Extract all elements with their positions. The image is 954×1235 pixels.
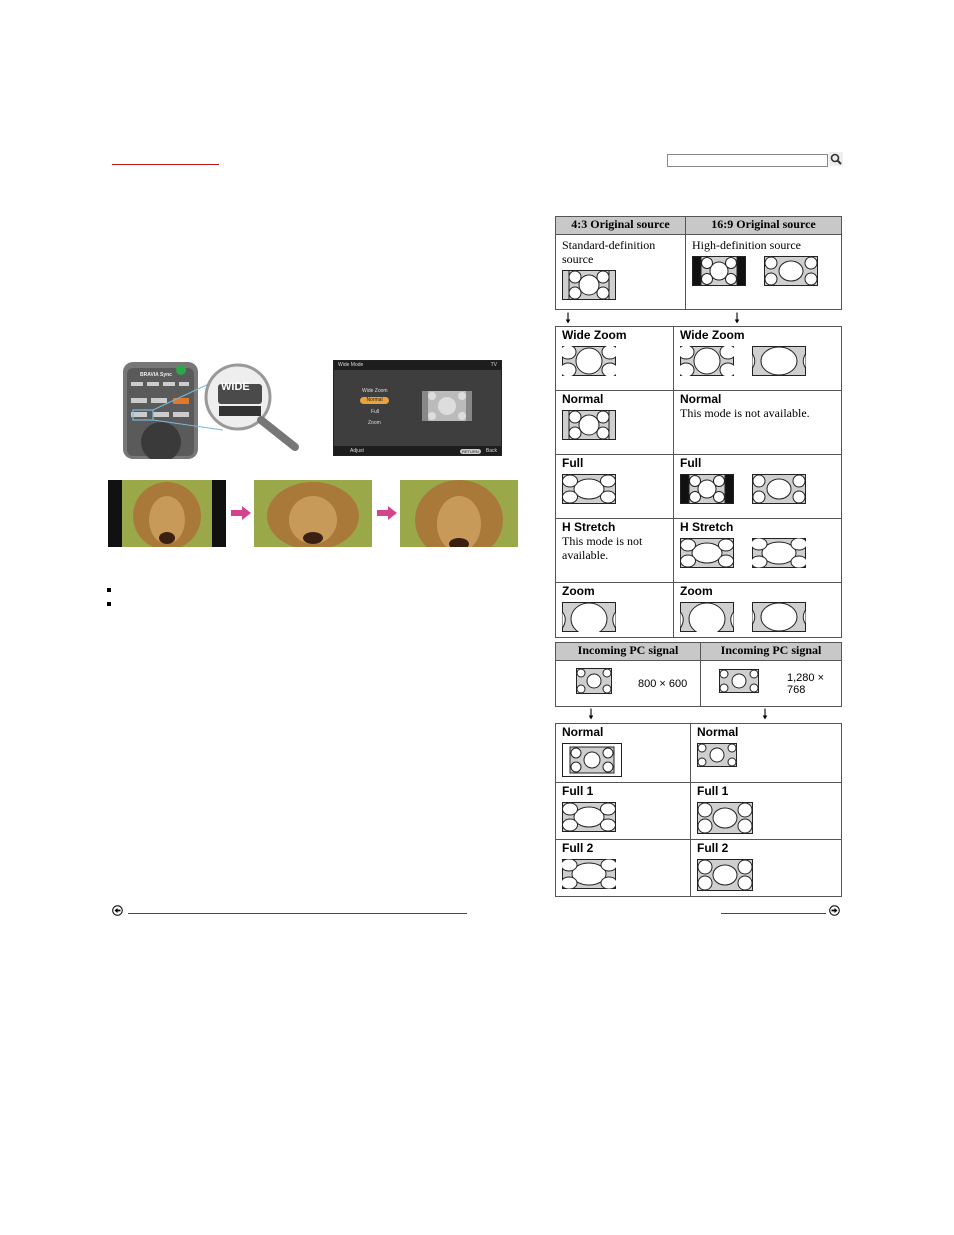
mode-title: Normal <box>697 725 739 739</box>
table-header: 16:9 Original source <box>686 217 842 235</box>
mode-title: Full 2 <box>697 841 729 855</box>
pc-wide-icon <box>719 669 759 698</box>
arrow-down-icon: 🠗 <box>762 707 769 723</box>
bravia-sync-label: BRAVIA Sync <box>140 372 172 378</box>
wide-zoom-icon <box>562 346 616 381</box>
mode-title: H Stretch <box>562 520 616 534</box>
zoom-icon <box>680 602 734 637</box>
mode-title: Zoom <box>562 584 595 598</box>
previous-page-icon[interactable] <box>112 905 123 916</box>
aspect-16-9-icon <box>764 256 818 291</box>
search-input[interactable] <box>667 154 828 167</box>
mode-title: Zoom <box>680 584 713 598</box>
lion-image-zoom <box>400 480 518 547</box>
table-header: Incoming PC signal <box>701 643 842 661</box>
aspect-4-3-icon <box>562 270 616 305</box>
full-icon <box>562 474 616 509</box>
mode-title: Wide Zoom <box>680 328 745 342</box>
mode-title: Wide Zoom <box>562 328 627 342</box>
pc-full2-icon <box>562 859 616 894</box>
menu-footer-back: Back <box>485 448 497 454</box>
remote-illustration <box>123 362 323 459</box>
mode-title: Full <box>680 456 702 470</box>
source-label: High-definition source <box>692 238 801 252</box>
wide-mode-options-table <box>555 326 842 638</box>
pc-full2-icon <box>697 859 753 896</box>
table-header: 4:3 Original source <box>556 217 686 235</box>
arrow-down-icon: 🠗 <box>734 311 741 327</box>
resolution-label: 1,280 × 768 <box>787 671 825 696</box>
full-icon <box>752 474 806 509</box>
top-nav-link[interactable] <box>112 164 219 165</box>
arrow-down-icon: 🠗 <box>565 311 572 327</box>
pc-signal-table <box>555 642 842 707</box>
wide-button-label: WIDE <box>221 381 250 393</box>
mode-note: This mode is not available. <box>680 406 810 420</box>
table-header: Incoming PC signal <box>556 643 701 661</box>
wide-zoom-icon <box>680 346 734 381</box>
pc-full1-icon <box>562 802 616 837</box>
aspect-preview-icon <box>422 391 472 421</box>
mode-title: H Stretch <box>680 520 734 534</box>
zoom-icon <box>562 602 616 637</box>
mode-title: Normal <box>680 392 722 406</box>
wide-zoom-icon <box>752 346 806 381</box>
mode-note: This mode is not available. <box>562 534 643 562</box>
bullet-marker <box>107 588 111 592</box>
mode-title: Full 1 <box>697 784 729 798</box>
aspect-pillarbox-icon <box>692 256 746 291</box>
lion-image-full <box>254 480 372 547</box>
mode-title: Normal <box>562 392 604 406</box>
h-stretch-icon <box>752 538 806 573</box>
menu-input: TV <box>490 362 497 368</box>
h-stretch-icon <box>680 538 734 573</box>
pc-normal-icon <box>697 743 737 772</box>
menu-title: Wide Mode <box>338 362 364 368</box>
menu-option-wide-zoom[interactable]: Wide Zoom <box>362 388 388 394</box>
mode-title: Full 1 <box>562 784 594 798</box>
arrow-right-icon <box>231 506 251 520</box>
pc-full1-icon <box>697 802 753 839</box>
lion-image-normal <box>108 480 226 547</box>
mode-title: Full <box>562 456 584 470</box>
bullet-marker <box>107 602 111 606</box>
previous-page-link[interactable] <box>128 913 467 914</box>
arrow-right-icon <box>377 506 397 520</box>
menu-option-zoom[interactable]: Zoom <box>368 420 381 426</box>
wide-mode-menu <box>333 360 502 456</box>
full-icon <box>680 474 734 509</box>
mode-title: Full 2 <box>562 841 594 855</box>
source-label: Standard-definition source <box>562 238 656 266</box>
wide-mode-table <box>555 216 842 310</box>
search-icon[interactable] <box>829 152 843 166</box>
pc-mode-table <box>555 723 842 897</box>
pc-4-3-icon <box>576 668 612 699</box>
pc-normal-icon <box>562 743 622 782</box>
arrow-down-icon: 🠗 <box>588 707 595 723</box>
mode-title: Normal <box>562 725 604 739</box>
normal-icon <box>562 410 616 445</box>
menu-option-full[interactable]: Full <box>371 409 380 415</box>
resolution-label: 800 × 600 <box>638 677 688 690</box>
menu-footer-adjust: Adjust <box>350 448 364 454</box>
menu-footer-return: RETURN <box>462 449 479 454</box>
menu-option-normal[interactable]: Normal <box>360 397 389 404</box>
next-page-icon[interactable] <box>829 905 840 916</box>
zoom-icon <box>752 602 806 637</box>
next-page-link[interactable] <box>721 913 826 914</box>
